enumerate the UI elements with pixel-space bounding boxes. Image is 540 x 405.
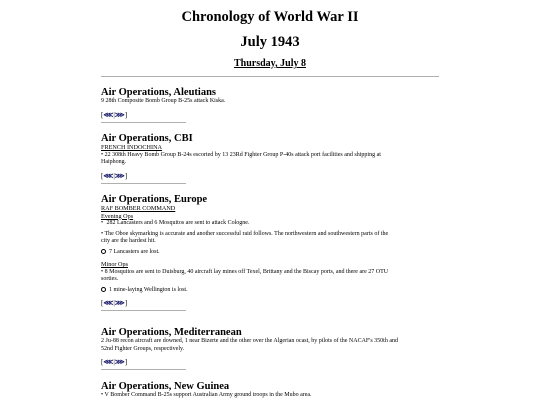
next-arrow-icon[interactable]: ⋙: [114, 171, 125, 180]
next-arrow-icon[interactable]: ⋙: [114, 110, 125, 119]
section-divider: [101, 183, 186, 184]
list-item-cont: sorties.: [101, 276, 119, 282]
section-cbi: [101, 133, 439, 184]
previous-arrow-icon[interactable]: ⋘: [103, 171, 114, 180]
section-divider: [101, 122, 186, 123]
section-mediterranean: [101, 327, 439, 370]
nav-bracket: [: [101, 358, 104, 366]
section-title: Air Operations, Aleutians: [101, 87, 217, 98]
previous-arrow-icon[interactable]: ⋘: [103, 110, 114, 119]
section-text-cont: Haiphong.: [101, 159, 127, 165]
bullet-text: The Oboe skymarking is accurate and another successful raid follows. The northwestern and southwestern parts of the: [104, 230, 389, 237]
section-subheading: RAF BOMBER COMMAND: [101, 205, 176, 212]
nav-links: [101, 299, 439, 308]
header-divider: [101, 76, 439, 77]
section-divider: [101, 310, 186, 311]
nav-separator: |: [113, 358, 115, 366]
nav-links: [101, 172, 439, 181]
bullet-text: 282 Lancasters and 6 Mosquitos are sent to attack Cologne.: [106, 220, 250, 226]
list-item-cont: city are the hardest hit.: [101, 238, 156, 244]
nav-bracket: ]: [124, 299, 128, 307]
section-divider: [101, 369, 186, 370]
circle-bullet-icon: [101, 287, 106, 292]
section-text: 2 Ju-88 recon aircraft are downed, 1 near Bizerte and the other over the Algerian ocast, by pilots of the NACAF's 350th and: [101, 338, 398, 344]
list-item: • The Oboe skymarking is accurate and another successful raid follows. The northwestern and southwestern parts of the: [101, 230, 389, 237]
bullet-text: 22 308th Heavy Bomb Group B-24s escorted by 13 23Rd Fighter Group P-40s attack port facilities and shipping at: [104, 151, 381, 158]
previous-arrow-icon[interactable]: ⋘: [103, 358, 114, 366]
section-title: Air Operations, CBI: [101, 133, 193, 144]
nav-links: [101, 358, 439, 367]
bullet-text: 8 Mosquitos are sent to Duisburg, 40 aircraft lay mines off Texel, Brittany and the Biscay ports, and there are 27 OTU: [104, 268, 389, 275]
circle-bullet-icon: [101, 249, 106, 254]
sub-list-item: [101, 287, 439, 295]
section-title: Air Operations, Europe: [101, 194, 208, 205]
nav-bracket: ]: [124, 171, 128, 180]
list-item: • 282 Lancasters and 6 Mosquitos are sent to attack Cologne.: [101, 220, 250, 226]
nav-links: [101, 111, 439, 120]
bullet-text: 7 Lancasters are lost.: [109, 248, 160, 255]
section-europe: [101, 194, 439, 311]
section-subheading: Minor Ops: [101, 261, 128, 268]
previous-arrow-icon[interactable]: ⋘: [103, 299, 114, 307]
bullet-text: 1 mine-laying Wellington is lost.: [109, 286, 188, 293]
page-title: Chronology of World War II: [181, 9, 359, 25]
next-arrow-icon[interactable]: ⋙: [114, 299, 125, 307]
list-item: • 8 Mosquitos are sent to Duisburg, 40 aircraft lay mines off Texel, Brittany and the Biscay ports, and there are 27 OTU: [101, 268, 389, 275]
section-title: Air Operations, Mediterranean: [101, 327, 242, 338]
date-heading: Thursday, July 8: [234, 58, 306, 69]
section-title: Air Operations, New Guinea: [101, 381, 230, 392]
nav-bracket: ]: [124, 110, 128, 119]
section-text: 9 28th Composite Bomb Group B-25s attack Kiska.: [101, 98, 226, 104]
nav-bracket: [: [101, 110, 104, 119]
section-subheading: Evening Ops: [101, 212, 134, 220]
section-subheading: FRENCH INDOCHINA: [101, 144, 163, 151]
sub-list-item: [101, 249, 439, 257]
nav-bracket: [: [101, 299, 104, 307]
nav-separator: |: [113, 171, 115, 180]
nav-bracket: ]: [124, 358, 128, 366]
page-subtitle-month: July 1943: [240, 34, 300, 50]
nav-separator: |: [113, 110, 115, 119]
section-text: • 22 308th Heavy Bomb Group B-24s escorted by 13 23Rd Fighter Group P-40s attack port facilities and shipping at: [101, 151, 381, 158]
bullet-text: V Bomber Command B-25s support Australian Army ground troops in the Mubo area.: [104, 392, 312, 398]
section-text-cont: 52nd Fighter Groups, respectively.: [101, 345, 185, 352]
list-item: • V Bomber Command B-25s support Australian Army ground troops in the Mubo area.: [101, 392, 312, 398]
section-new-guinea: [101, 381, 439, 400]
nav-bracket: [: [101, 171, 104, 180]
next-arrow-icon[interactable]: ⋙: [114, 358, 125, 366]
nav-separator: |: [113, 299, 115, 307]
section-aleutians: [101, 87, 439, 123]
